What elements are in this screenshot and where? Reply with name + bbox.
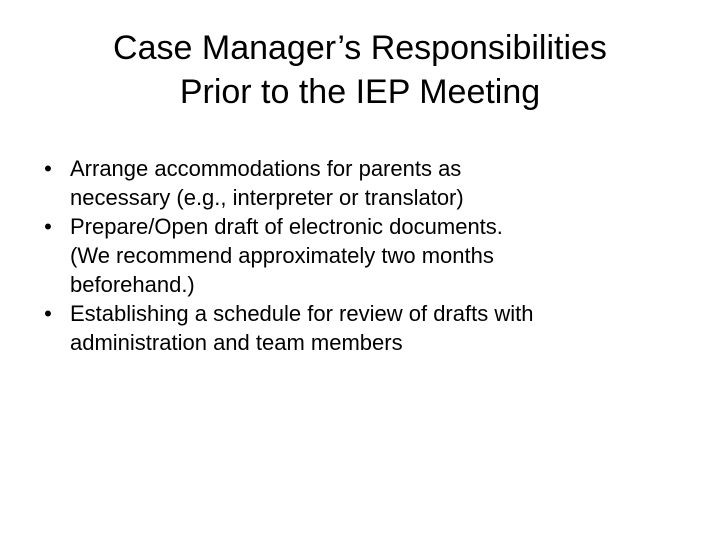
bullet-dot-icon: • — [44, 214, 52, 239]
bullet-text-line: Prepare/Open draft of electronic documents. — [70, 214, 503, 239]
bullet-item — [38, 299, 678, 357]
bullet-text-line: necessary (e.g., interpreter or translator) — [70, 185, 464, 210]
slide-title — [40, 26, 680, 114]
bullet-dot-icon: • — [44, 301, 52, 326]
bullet-text-line: Arrange accommodations for parents as — [70, 156, 462, 181]
bullet-item — [38, 212, 678, 299]
bullet-item — [38, 154, 678, 212]
slide-title-line: Prior to the IEP Meeting — [179, 73, 541, 111]
slide-title-line: Case Manager’s Responsibilities — [113, 29, 607, 67]
bullet-text-line: beforehand.) — [70, 272, 195, 297]
bullet-list — [38, 154, 678, 357]
bullet-dot-icon: • — [44, 156, 52, 181]
bullet-text-line: administration and team members — [70, 330, 403, 355]
bullet-text-line: Establishing a schedule for review of drafts with — [70, 301, 534, 326]
bullet-text-line: (We recommend approximately two months — [70, 243, 494, 268]
